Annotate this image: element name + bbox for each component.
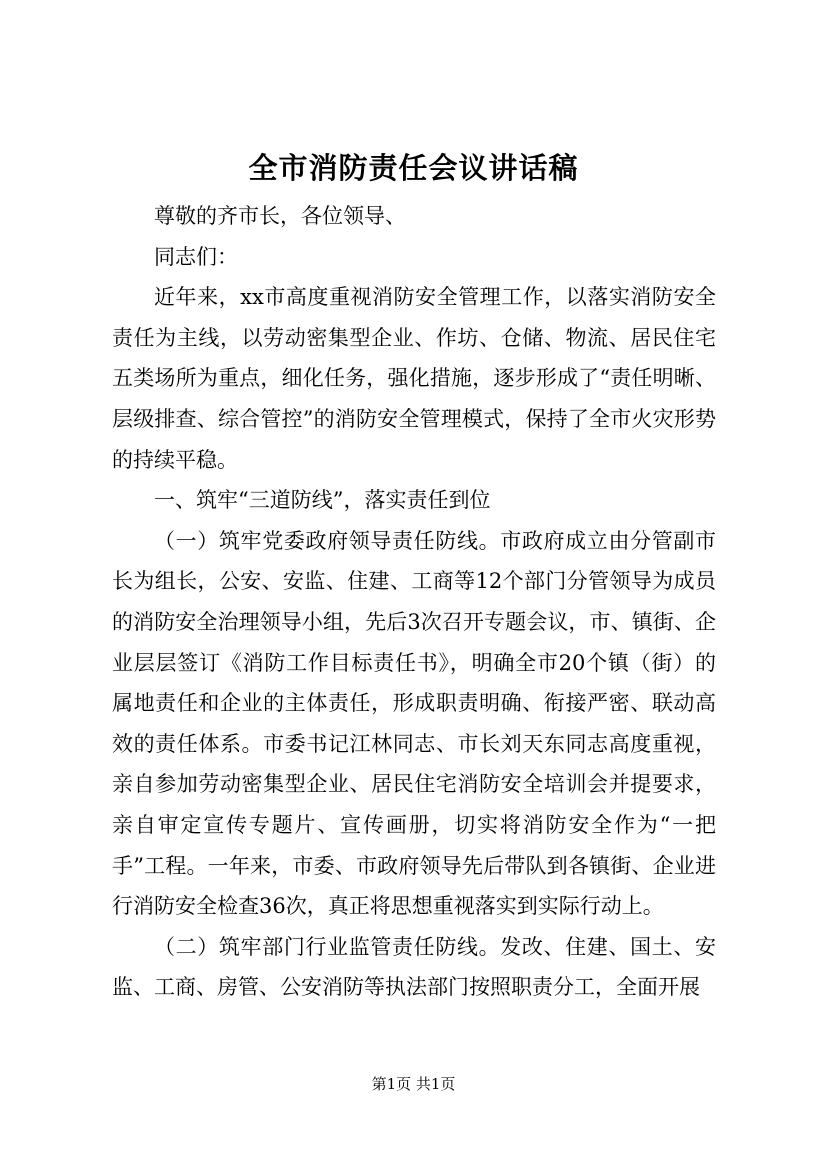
section-heading: 一、筑牢“三道防线”，落实责任到位 [154,488,491,513]
page-number-footer: 第1页 共1页 [371,1075,456,1093]
body-paragraph: （二）筑牢部门行业监管责任防线。发改、住建、国土、安监、工商、房管、公安消防等执法部门按照职责分工，全面开展 [112,934,716,1000]
body-paragraph: （一）筑牢党委政府领导责任防线。市政府成立由分管副市长为组长，公安、安监、住建、工商等12个部门分管领导为成员的消防安全治理领导小组，先后3次召开专题会议，市、镇街、企业层层签订《消防工作目标责任书》，明确全市20个镇（街）的属地责任和企业的主体责任，形成职责明确、衔接严密、联动高效的责任体系。市委书记江林同志、市长刘天东同志高度重视，亲自参加劳动密集型企业、居民住宅消防安全培训会并提要求，亲自审定宣传专题片、宣传画册，切实将消防安全作为“一把手”工程。一年来，市委、市政府领导先后带队到各镇街、企业进行消防安全检查36次，真正将思想重视落实到实际行动上。 [112,528,716,919]
body-paragraph: 近年来，xx市高度重视消防安全管理工作，以落实消防安全责任为主线，以劳动密集型企业、作坊、仓储、物流、居民住宅五类场所为重点，细化任务，强化措施，逐步形成了“责任明晰、层级排查、综合管控”的消防安全管理模式，保持了全市火灾形势的持续平稳。 [112,285,716,472]
document-body [112,196,716,1008]
salutation-line: 尊敬的齐市长，各位领导、 [154,204,406,228]
salutation-line: 同志们： [154,244,238,269]
document-title: 全市消防责任会议讲话稿 [248,151,579,185]
